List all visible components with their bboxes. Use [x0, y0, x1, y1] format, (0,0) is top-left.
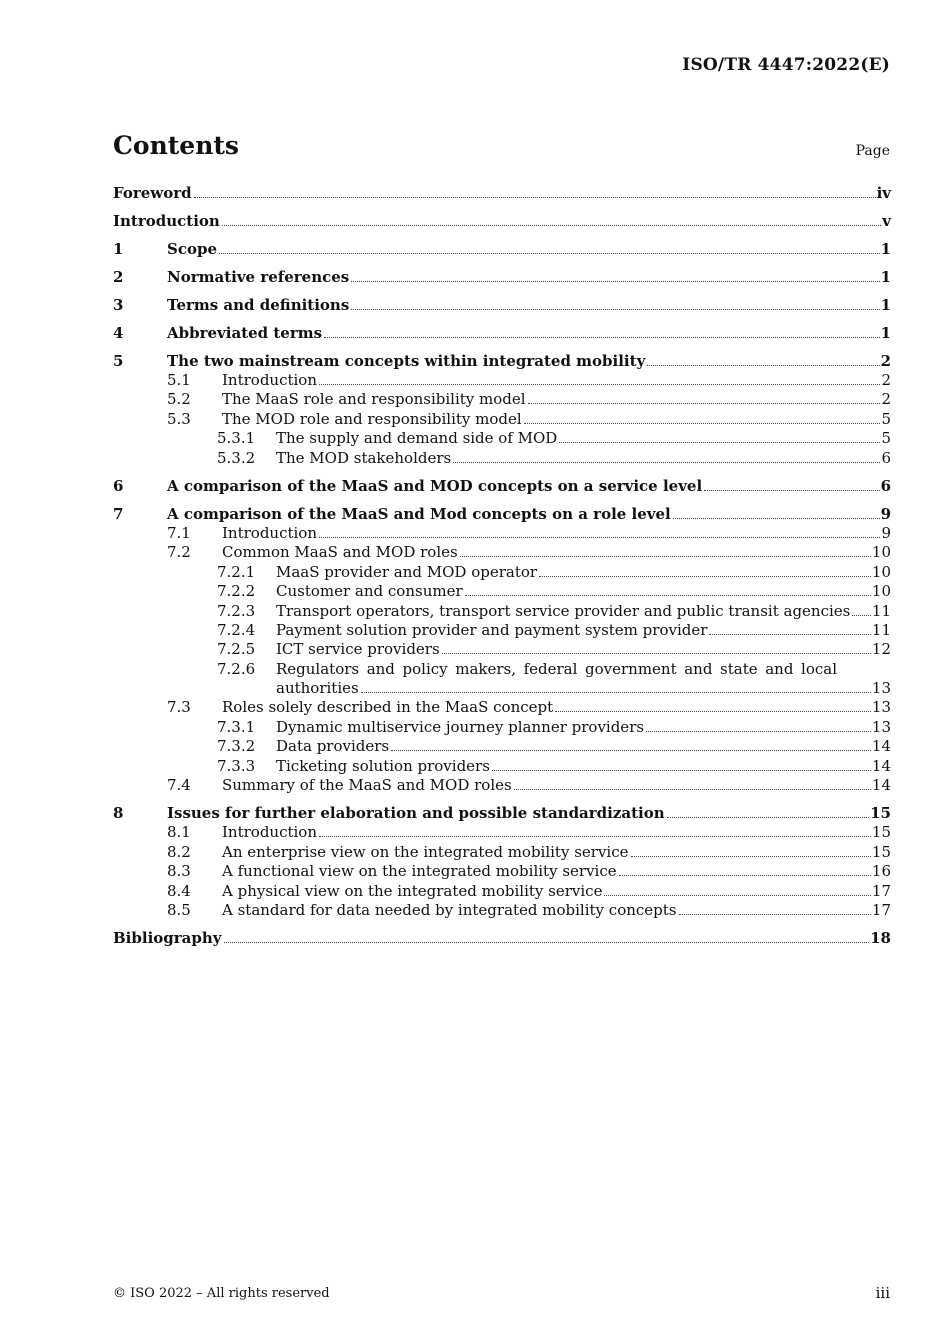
page-number: iii: [875, 1284, 890, 1302]
toc-entry[interactable]: [113, 429, 891, 448]
toc-entry-title: An enterprise view on the integrated mobility service: [222, 842, 629, 861]
toc-entry-number: 7.3.3: [217, 756, 256, 775]
dot-leader: [646, 731, 871, 732]
toc-entry[interactable]: [113, 718, 891, 737]
toc-entry[interactable]: [113, 660, 891, 699]
toc-entry-title: The MOD stakeholders: [276, 448, 452, 467]
toc-entry-number: 3: [113, 296, 124, 314]
toc-entry-title: Ticketing solution providers: [276, 756, 490, 775]
toc-entry[interactable]: [113, 184, 891, 203]
toc-entry[interactable]: [113, 240, 891, 259]
dot-leader: [222, 225, 881, 226]
dot-leader: [709, 634, 871, 635]
toc-entry-title: Payment solution provider and payment system provider: [276, 620, 708, 639]
toc-entry-number: 7.2.2: [217, 582, 256, 601]
toc-entry-title: Introduction: [222, 523, 317, 542]
toc-entry-page: 2: [881, 390, 891, 409]
document-id: ISO/TR 4447:2022(E): [682, 55, 890, 75]
toc-entry-page: 10: [871, 562, 891, 581]
dot-leader: [319, 384, 880, 385]
dot-leader: [539, 576, 871, 577]
toc-entry-page: 1: [880, 240, 891, 258]
toc-entry[interactable]: [113, 563, 891, 582]
toc-entry-title: A functional view on the integrated mobility service: [222, 862, 617, 881]
toc-entry-page: 12: [871, 640, 891, 659]
dot-leader: [528, 403, 881, 404]
toc-entry-number: 8.3: [167, 862, 191, 881]
toc-entry-title: Customer and consumer: [276, 582, 463, 601]
toc-entry-page: 1: [880, 268, 891, 286]
toc-entry-page: 15: [871, 823, 891, 842]
toc-entry-title: Introduction: [222, 823, 317, 842]
toc-entry-page: 14: [871, 737, 891, 756]
toc-entry[interactable]: [113, 823, 891, 842]
toc-entry[interactable]: [113, 757, 891, 776]
toc-entry-title: Transport operators, transport service provider and public transit agencies: [276, 601, 851, 620]
toc-entry-page: 2: [881, 371, 891, 389]
dot-leader: [351, 309, 879, 310]
toc-entry-title: A standard for data needed by integrated mobility concepts: [222, 901, 677, 919]
dot-leader: [647, 365, 879, 366]
toc-entry-number: 1: [113, 240, 124, 258]
toc-entry[interactable]: [113, 505, 891, 524]
toc-entry-number: 7.2.3: [217, 601, 256, 620]
toc-entry-number: 7.3: [167, 698, 191, 717]
toc-entry-page: 10: [871, 582, 891, 601]
toc-entry[interactable]: [113, 602, 891, 621]
dot-leader: [604, 895, 870, 896]
toc-entry-number: 5.1: [167, 371, 191, 389]
contents-heading: Contents: [113, 131, 240, 160]
toc-entry-page: 16: [871, 862, 891, 881]
toc-entry-number: 2: [113, 268, 124, 286]
toc-entry[interactable]: [113, 296, 891, 315]
toc-entry-title: The MaaS role and responsibility model: [222, 390, 526, 409]
toc-entry-number: 5.3: [167, 409, 191, 428]
toc-entry-title: ICT service providers: [276, 640, 440, 659]
toc-entry-title: Foreword: [113, 184, 192, 202]
toc-entry-page: 15: [870, 804, 891, 823]
toc-entry[interactable]: [113, 804, 891, 823]
toc-entry-title: Introduction: [113, 212, 220, 230]
toc-entry[interactable]: [113, 449, 891, 468]
toc-entry-number: 8.4: [167, 881, 191, 900]
toc-entry-page: 9: [880, 504, 891, 523]
toc-entry[interactable]: [113, 268, 891, 287]
toc-entry-title: Regulators and policy makers, federal government and state and local: [276, 659, 837, 678]
toc-entry-page: 9: [881, 523, 891, 542]
dot-leader: [619, 875, 871, 876]
toc-entry[interactable]: [113, 212, 891, 231]
toc-entry-page: 2: [880, 352, 891, 370]
toc-entry-number: 5.3.2: [217, 448, 256, 467]
toc-entry[interactable]: [113, 352, 891, 371]
toc-entry-title: Scope: [167, 240, 218, 258]
toc-entry-number: 5.2: [167, 390, 191, 409]
toc-entry-page: iv: [876, 184, 891, 202]
toc-entry-number: 7.2: [167, 543, 191, 562]
dot-leader: [631, 856, 871, 857]
toc-entry[interactable]: [113, 862, 891, 881]
dot-leader: [319, 836, 871, 837]
toc-entry-number: 8.2: [167, 842, 191, 861]
toc-entry[interactable]: [113, 390, 891, 409]
toc-entry[interactable]: [113, 410, 891, 429]
dot-leader: [194, 197, 876, 198]
toc-entry-page: 5: [881, 429, 891, 448]
toc-entry-page: 15: [871, 842, 891, 861]
toc-entry[interactable]: [113, 882, 891, 901]
toc-entry-title: Normative references: [167, 268, 350, 286]
toc-entry-title: Issues for further elaboration and possible standardization: [167, 804, 665, 823]
dot-leader: [679, 914, 871, 915]
dot-leader: [361, 692, 871, 693]
toc-entry[interactable]: [113, 698, 891, 717]
dot-leader: [559, 442, 880, 443]
toc-entry-number: 7.3.2: [217, 737, 256, 756]
toc-entry-title: A physical view on the integrated mobility service: [222, 881, 603, 900]
toc-entry-page: 1: [880, 324, 891, 342]
toc-entry-page: 1: [880, 296, 891, 314]
toc-entry-page: 17: [871, 901, 891, 919]
toc-entry-title: Abbreviated terms: [167, 324, 323, 342]
toc-entry-number: 5: [113, 352, 124, 370]
toc-entry-title: Introduction: [222, 371, 317, 389]
toc-entry-page: 5: [881, 409, 891, 428]
toc-entry-page: 11: [871, 620, 891, 639]
dot-leader: [492, 770, 871, 771]
toc-entry-number: 5.3.1: [217, 429, 256, 448]
table-of-contents: [113, 184, 891, 948]
dot-leader: [852, 615, 871, 616]
toc-entry-title: Bibliography: [113, 929, 222, 948]
toc-entry[interactable]: [113, 477, 891, 496]
toc-entry-page: 14: [871, 756, 891, 775]
toc-entry-number: 7.2.5: [217, 640, 256, 659]
dot-leader: [555, 711, 871, 712]
toc-entry-number: 7.3.1: [217, 717, 256, 736]
dot-leader: [351, 281, 879, 282]
toc-entry-title: Common MaaS and MOD roles: [222, 543, 458, 562]
toc-entry-title: A comparison of the MaaS and Mod concepts on a role level: [167, 504, 671, 523]
toc-entry-number: 4: [113, 324, 124, 342]
dot-leader: [667, 817, 869, 818]
toc-entry-number: 7.2.1: [217, 562, 256, 581]
toc-entry-page: 17: [871, 881, 891, 900]
toc-entry-title: Terms and definitions: [167, 296, 350, 314]
toc-entry[interactable]: [113, 621, 891, 640]
toc-entry[interactable]: [113, 324, 891, 343]
dot-leader: [224, 942, 870, 943]
toc-entry-title: Dynamic multiservice journey planner providers: [276, 717, 645, 736]
toc-entry-number: 8.5: [167, 901, 191, 919]
toc-entry-page: 6: [880, 476, 891, 495]
toc-entry-title: MaaS provider and MOD operator: [276, 562, 538, 581]
toc-entry[interactable]: [113, 524, 891, 543]
toc-entry[interactable]: [113, 640, 891, 659]
toc-entry[interactable]: [113, 582, 891, 601]
toc-entry-page: 11: [871, 601, 891, 620]
toc-entry-number: 8: [113, 804, 124, 823]
dot-leader: [704, 490, 879, 491]
toc-entry[interactable]: [113, 371, 891, 390]
toc-entry-number: 7.2.6: [217, 659, 256, 678]
toc-entry-title: Roles solely described in the MaaS concept: [222, 698, 554, 717]
toc-entry-title: Summary of the MaaS and MOD roles: [222, 776, 512, 795]
toc-entry[interactable]: [113, 929, 891, 948]
toc-entry-page: 6: [881, 448, 891, 467]
dot-leader: [460, 556, 871, 557]
dot-leader: [453, 462, 880, 463]
toc-entry[interactable]: [113, 737, 891, 756]
toc-entry-page: 13: [871, 698, 891, 717]
page-column-label: Page: [855, 143, 890, 159]
dot-leader: [524, 423, 881, 424]
toc-entry-title: The two mainstream concepts within integrated mobility: [167, 352, 646, 370]
copyright-notice: © ISO 2022 – All rights reserved: [113, 1286, 330, 1301]
toc-entry[interactable]: [113, 776, 891, 795]
dot-leader: [514, 789, 871, 790]
toc-entry[interactable]: [113, 843, 891, 862]
toc-entry-number: 7.4: [167, 776, 191, 795]
dot-leader: [391, 750, 871, 751]
toc-entry-title: The MOD role and responsibility model: [222, 409, 522, 428]
toc-entry-number: 8.1: [167, 823, 191, 842]
toc-entry-title-continued: authorities: [276, 679, 359, 698]
dot-leader: [673, 518, 880, 519]
toc-entry-number: 7: [113, 504, 124, 523]
dot-leader: [465, 595, 871, 596]
toc-entry-page: 13: [871, 679, 891, 698]
toc-entry-title: A comparison of the MaaS and MOD concepts on a service level: [167, 476, 703, 495]
toc-entry[interactable]: [113, 543, 891, 562]
toc-entry-page: v: [882, 212, 891, 230]
toc-entry-number: 6: [113, 476, 124, 495]
toc-entry-number: 7.1: [167, 523, 191, 542]
toc-entry-page: 13: [871, 717, 891, 736]
dot-leader: [442, 653, 871, 654]
toc-entry-page: 10: [871, 543, 891, 562]
dot-leader: [219, 253, 880, 254]
dot-leader: [319, 537, 880, 538]
dot-leader: [324, 337, 879, 338]
toc-entry-page: 18: [870, 929, 891, 948]
toc-entry[interactable]: [113, 901, 891, 920]
toc-entry-title: Data providers: [276, 737, 390, 756]
toc-entry-page: 14: [871, 776, 891, 795]
toc-entry-title: The supply and demand side of MOD: [276, 429, 558, 448]
toc-entry-number: 7.2.4: [217, 620, 256, 639]
